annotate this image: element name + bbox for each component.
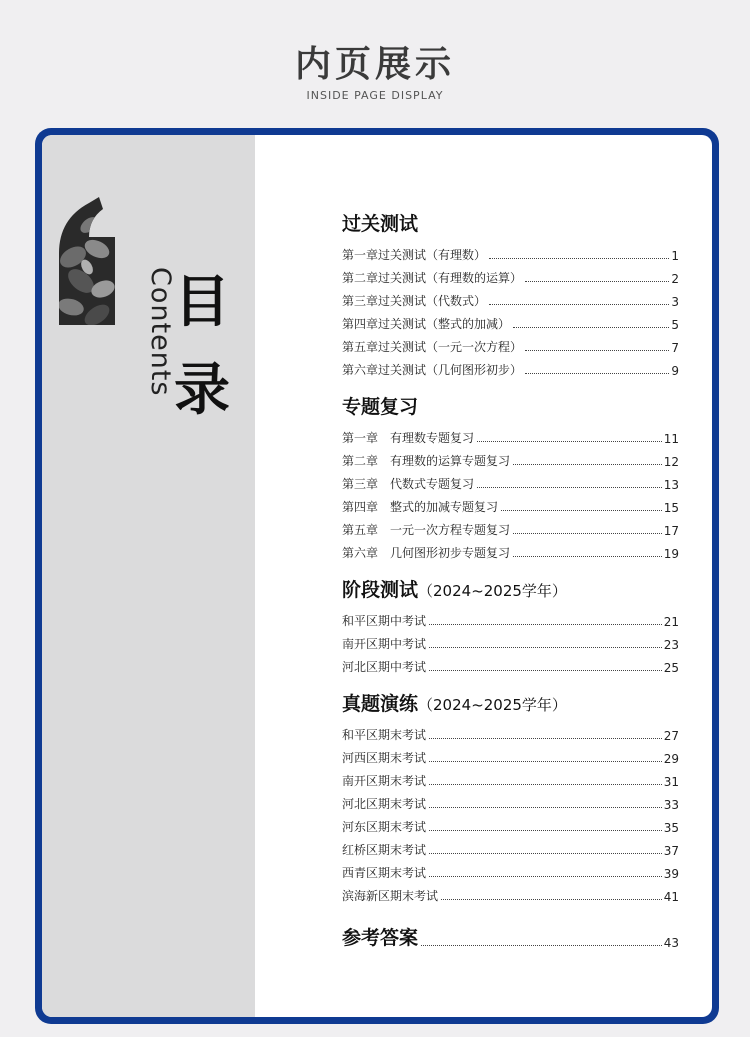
entry-page: 27 <box>663 729 679 743</box>
entry-label: 第六章 几何图形初步专题复习 <box>342 546 511 560</box>
leader-dots <box>429 807 662 808</box>
entry-page: 13 <box>663 478 679 492</box>
entry-page: 43 <box>663 936 679 950</box>
toc-entry[interactable] <box>342 286 679 309</box>
entry-page: 31 <box>663 775 679 789</box>
entry-label: 滨海新区期末考试 <box>342 889 439 903</box>
entry-page: 19 <box>663 547 679 561</box>
toc-entry[interactable] <box>342 835 679 858</box>
entry-label: 南开区期中考试 <box>342 637 427 651</box>
toc-entry[interactable] <box>342 720 679 743</box>
toc-entry-answers[interactable] <box>342 920 679 950</box>
toc-entry[interactable] <box>342 446 679 469</box>
leader-dots <box>429 784 662 785</box>
entry-page: 3 <box>671 295 679 309</box>
entry-page: 33 <box>663 798 679 812</box>
cover-side-panel <box>42 135 255 1017</box>
toc-entry[interactable] <box>342 606 679 629</box>
leader-dots <box>429 830 662 831</box>
toc-entry[interactable] <box>342 881 679 904</box>
section-note: （2024~2025学年） <box>418 582 567 600</box>
book-frame <box>35 128 719 1024</box>
leader-dots <box>429 738 662 739</box>
toc-entry[interactable] <box>342 355 679 378</box>
entry-label: 第一章过关测试（有理数） <box>342 248 487 262</box>
leader-dots <box>489 304 669 305</box>
entry-label: 第二章过关测试（有理数的运算） <box>342 271 523 285</box>
leaf-quote-icon <box>59 197 115 325</box>
leader-dots <box>525 350 669 351</box>
toc-entry[interactable] <box>342 263 679 286</box>
leader-dots <box>477 441 662 442</box>
entry-page: 11 <box>663 432 679 446</box>
entry-label: 第六章过关测试（几何图形初步） <box>342 363 523 377</box>
leader-dots <box>513 533 662 534</box>
entry-page: 17 <box>663 524 679 538</box>
entry-label: 南开区期末考试 <box>342 774 427 788</box>
toc-entry[interactable] <box>342 629 679 652</box>
toc-entry[interactable] <box>342 469 679 492</box>
mulu-char-mu: 目 <box>174 270 230 335</box>
toc-entry[interactable] <box>342 309 679 332</box>
section-note: （2024~2025学年） <box>418 696 567 714</box>
entry-label: 第四章过关测试（整式的加减） <box>342 317 511 331</box>
toc-entry[interactable] <box>342 652 679 675</box>
toc-entry[interactable] <box>342 858 679 881</box>
toc-entry[interactable] <box>342 766 679 789</box>
leader-dots <box>429 761 662 762</box>
entry-page: 2 <box>671 272 679 286</box>
leader-dots <box>513 556 662 557</box>
entry-page: 21 <box>663 615 679 629</box>
entry-label: 西青区期末考试 <box>342 866 427 880</box>
entry-page: 39 <box>663 867 679 881</box>
entry-label: 第二章 有理数的运算专题复习 <box>342 454 511 468</box>
leader-dots <box>501 510 662 511</box>
entry-page: 35 <box>663 821 679 835</box>
entry-page: 37 <box>663 844 679 858</box>
leader-dots <box>429 624 662 625</box>
entry-page: 7 <box>671 341 679 355</box>
leader-dots <box>429 853 662 854</box>
entry-label: 第一章 有理数专题复习 <box>342 431 475 445</box>
book-page <box>42 135 712 1017</box>
section-title: 阶段测试（2024~2025学年） <box>342 579 567 601</box>
entry-page: 5 <box>671 318 679 332</box>
entry-page: 12 <box>663 455 679 469</box>
entry-label: 第四章 整式的加减专题复习 <box>342 500 499 514</box>
leader-dots <box>477 487 662 488</box>
entry-label: 河北区期中考试 <box>342 660 427 674</box>
leader-dots <box>429 876 662 877</box>
entry-page: 15 <box>663 501 679 515</box>
entry-label: 参考答案 <box>342 927 419 949</box>
entry-page: 1 <box>671 249 679 263</box>
leader-dots <box>513 464 662 465</box>
page-title: 内页展示 <box>294 44 455 85</box>
leader-dots <box>525 373 669 374</box>
leader-dots <box>441 899 662 900</box>
entry-label: 河西区期末考试 <box>342 751 427 765</box>
entry-label: 红桥区期末考试 <box>342 843 427 857</box>
toc-entry[interactable] <box>342 538 679 561</box>
toc-entry[interactable] <box>342 515 679 538</box>
entry-page: 29 <box>663 752 679 766</box>
toc-entry[interactable] <box>342 332 679 355</box>
toc-entry[interactable] <box>342 423 679 446</box>
entry-label: 第五章 一元一次方程专题复习 <box>342 523 511 537</box>
toc-entry[interactable] <box>342 240 679 263</box>
entry-page: 23 <box>663 638 679 652</box>
entry-label: 第三章过关测试（代数式） <box>342 294 487 308</box>
toc-entry[interactable] <box>342 812 679 835</box>
leader-dots <box>429 670 662 671</box>
entry-page: 25 <box>663 661 679 675</box>
leader-dots <box>513 327 669 328</box>
entry-label: 和平区期末考试 <box>342 728 427 742</box>
leader-dots <box>525 281 669 282</box>
page-subtitle: INSIDE PAGE DISPLAY <box>306 89 444 102</box>
section-title: 真题演练（2024~2025学年） <box>342 693 567 715</box>
table-of-contents <box>342 211 679 950</box>
entry-page: 9 <box>671 364 679 378</box>
leader-dots <box>489 258 669 259</box>
toc-entry[interactable] <box>342 789 679 812</box>
section-title: 过关测试 <box>342 213 419 235</box>
toc-entry[interactable] <box>342 492 679 515</box>
mulu-char-lu: 录 <box>174 358 230 423</box>
entry-label: 和平区期中考试 <box>342 614 427 628</box>
toc-entry[interactable] <box>342 743 679 766</box>
entry-label: 河北区期末考试 <box>342 797 427 811</box>
section-title: 专题复习 <box>342 396 419 418</box>
leader-dots <box>421 945 662 946</box>
entry-page: 41 <box>663 890 679 904</box>
leader-dots <box>429 647 662 648</box>
contents-vertical-word: Contents <box>145 267 176 397</box>
entry-label: 第三章 代数式专题复习 <box>342 477 475 491</box>
entry-label: 河东区期末考试 <box>342 820 427 834</box>
entry-label: 第五章过关测试（一元一次方程） <box>342 340 523 354</box>
